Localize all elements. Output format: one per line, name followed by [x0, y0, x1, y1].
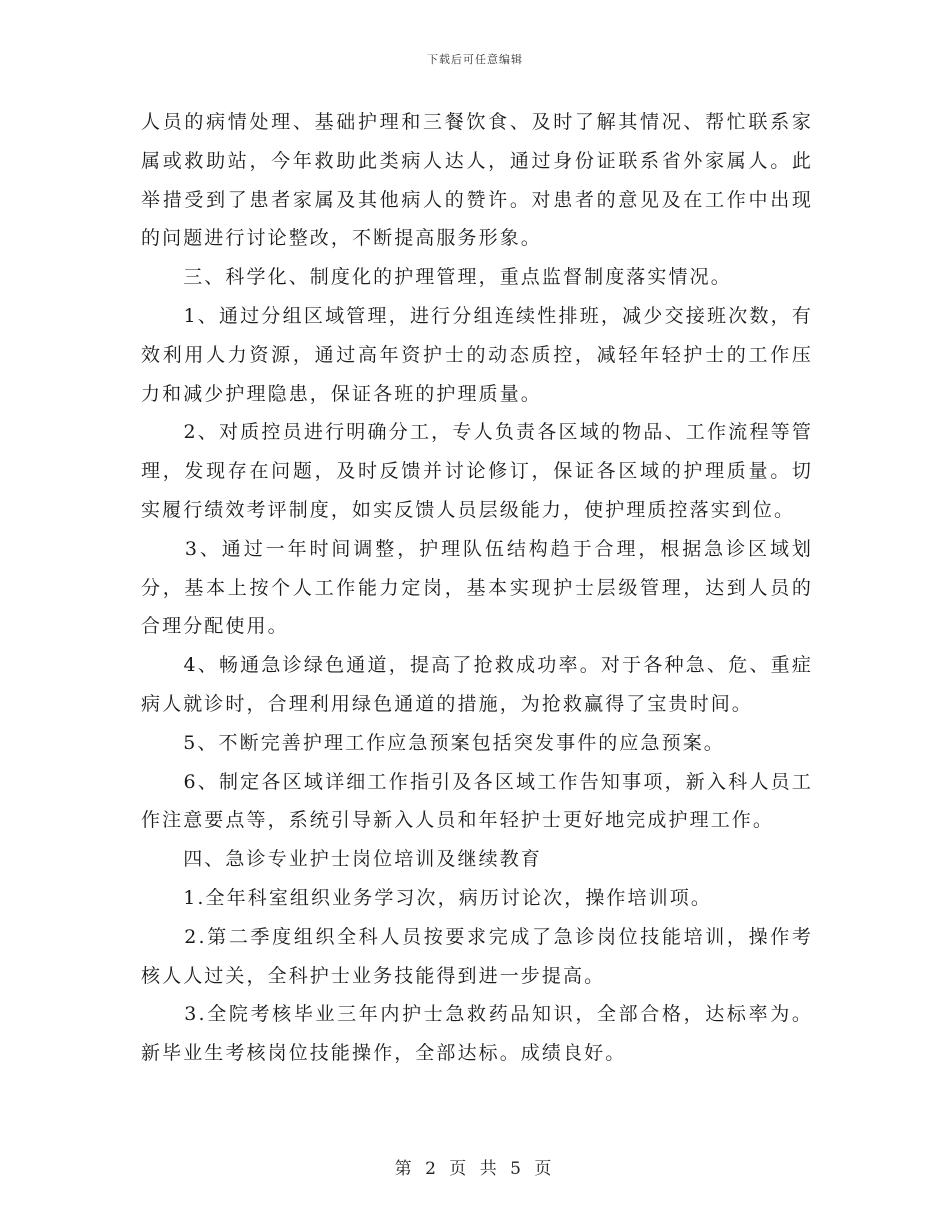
document-body: [141, 103, 813, 1073]
page-header: 下载后可任意编辑: [427, 53, 523, 66]
list-item: 5、不断完善护理工作应急预案包括突发事件的应急预案。: [141, 731, 725, 754]
page-number: 第 2 页 共 5 页: [394, 1159, 556, 1179]
list-item: 2.第二季度组织全科人员按要求完成了急诊岗位技能培训，操作考核人人过关，全科护士业务技能得到进一步提高。: [141, 925, 813, 987]
section-heading: 三、科学化、制度化的护理管理，重点监督制度落实情况。: [141, 266, 732, 289]
list-item: 1.全年科室组织业务学习次，病历讨论次，操作培训项。: [141, 886, 712, 909]
list-item: 3.全院考核毕业三年内护士急救药品知识，全部合格，达标率为。新毕业生考核岗位技能操作，全部达标。成绩良好。: [141, 1003, 813, 1065]
list-item: 3、通过一年时间调整，护理队伍结构趋于合理，根据急诊区域划分，基本上按个人工作能力定岗，基本实现护士层级管理，达到人员的合理分配使用。: [141, 537, 813, 638]
list-item: 2、对质控员进行明确分工，专人负责各区域的物品、工作流程等管理，发现存在问题，及时反馈并讨论修订，保证各区域的护理质量。切实履行绩效考评制度，如实反馈人员层级能力，使护理质控落实到位。: [141, 421, 813, 521]
section-heading: 四、急诊专业护士岗位培训及继续教育: [141, 848, 542, 871]
paragraph: 人员的病情处理、基础护理和三餐饮食、及时了解其情况、帮忙联系家属或救助站，今年救助此类病人达人，通过身份证联系省外家属人。此举措受到了患者家属及其他病人的赞许。对患者的意见及在工作中出现的问题进行讨论整改，不断提高服务形象。: [141, 111, 813, 250]
list-item: 1、通过分组区域管理，进行分组连续性排班，减少交接班次数，有效利用人力资源，通过高年资护士的动态质控，减轻年轻护士的工作压力和减少护理隐患，保证各班的护理质量。: [141, 304, 813, 405]
list-item: 6、制定各区域详细工作指引及各区域工作告知事项，新入科人员工作注意要点等，系统引导新入人员和年轻护士更好地完成护理工作。: [141, 770, 813, 832]
list-item: 4、畅通急诊绿色通道，提高了抢救成功率。对于各种急、危、重症病人就诊时，合理利用绿色通道的措施，为抢救赢得了宝贵时间。: [141, 654, 813, 715]
